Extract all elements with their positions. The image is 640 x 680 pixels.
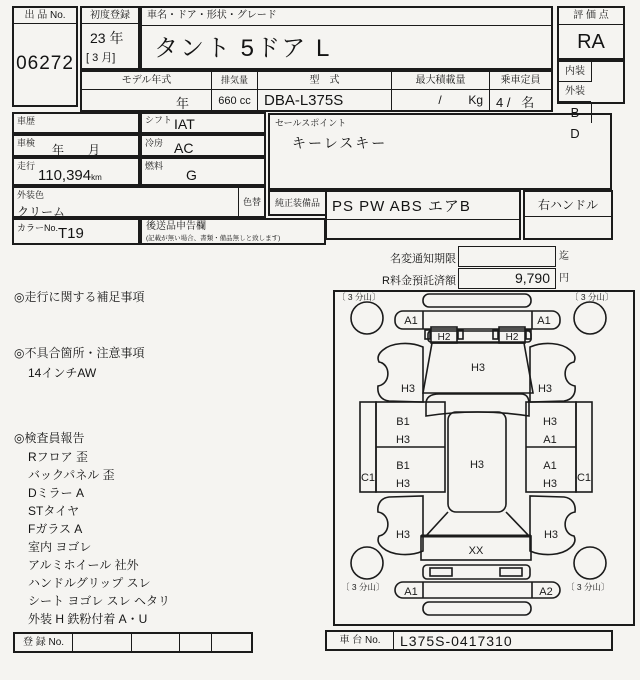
car-name-label: 車名・ドア・形状・グレード [142, 8, 551, 26]
panel-code: H3 [469, 459, 485, 471]
fender-front-right [530, 343, 575, 402]
first-registration-year: 23 年 [90, 30, 124, 46]
body-color-label: 外装色 [17, 190, 45, 200]
rear-window [426, 512, 529, 536]
diagram-border [334, 291, 634, 625]
inspector-item: Rフロア 歪 [28, 450, 89, 464]
panel-code: H3 [395, 434, 411, 446]
displacement-value: 660 cc [218, 94, 251, 107]
tire-tread-note: 〔 3 分山〕 [566, 582, 610, 592]
body-color-value: クリーム [17, 205, 66, 219]
panel-code: H3 [395, 529, 411, 541]
panel-code: A1 [543, 460, 557, 472]
auction-no-value: 06272 [16, 53, 74, 74]
factory-equipment-value-cell [325, 190, 521, 240]
interior-label: 内装 [559, 62, 592, 82]
panel-code: H3 [470, 362, 486, 374]
front-bumper [395, 311, 560, 329]
ac-value: AC [174, 140, 194, 156]
tire-tread-note: 〔 3 分山〕 [337, 292, 381, 302]
car-name-box [140, 6, 553, 70]
recycle-fee-label: R料金預託済額 [382, 275, 456, 287]
inspector-item: STタイヤ [28, 504, 80, 518]
fuel-label: 燃料 [145, 161, 164, 171]
interior-value: B [559, 102, 592, 123]
later-items-label: 後送品申告欄 [146, 221, 206, 232]
ac-label: 冷房 [145, 138, 164, 148]
max-load-value: / Kg [438, 93, 483, 107]
panel-code: A1 [543, 434, 557, 446]
inspection-label: 車検 [17, 138, 36, 148]
panel-code: A1 [404, 315, 418, 327]
inspector-item: ハンドルグリップ スレ [28, 576, 151, 590]
chassis-no-label: 車 台 No. [327, 632, 394, 649]
panel-code: H3 [543, 529, 559, 541]
capacity-label: 乗車定員 [490, 72, 551, 90]
model-code-label: 型 式 [258, 72, 391, 90]
model-year-label: モデル年式 [82, 72, 211, 90]
wheel-rear-left [351, 547, 383, 579]
shift-label: シフト [145, 115, 173, 125]
wheel-front-right [574, 302, 606, 334]
body-color-cell [12, 186, 266, 218]
inspector-item: Fガラス A [28, 522, 83, 536]
sales-point-label: セールスポイント [275, 118, 347, 128]
wheel-front-left [351, 302, 383, 334]
mileage-unit: km [91, 173, 102, 182]
registration-no-label: 登 録 No. [15, 634, 73, 651]
driving-notes-heading: ◎走行に関する補足事項 [14, 290, 145, 304]
inspection-cell [12, 134, 140, 157]
panel-code: A1 [404, 586, 418, 598]
factory-equipment-label-cell: 純正装備品 [268, 190, 327, 216]
inspector-item: 外装 H 鉄粉付着 A・U [28, 612, 148, 626]
registration-no-cell [212, 634, 251, 651]
fuel-cell [140, 157, 266, 186]
inspector-item: アルミホイール 社外 [28, 558, 139, 572]
history-label: 車歴 [17, 116, 36, 126]
shift-cell [140, 112, 266, 134]
tire-tread-note: 〔 3 分山〕 [570, 292, 614, 302]
auction-no-label: 出 品 No. [14, 8, 76, 24]
tail-lamp-right [500, 568, 522, 576]
panel-code: B1 [396, 416, 410, 428]
registration-no-cell [180, 634, 212, 651]
chassis-no-value: L375S-0417310 [400, 633, 513, 649]
spec-band [80, 70, 553, 112]
max-load-label: 最大積載量 [392, 72, 489, 90]
first-registration-box [80, 6, 140, 70]
panel-code: H2 [505, 332, 519, 343]
registration-no-cell [73, 634, 132, 651]
panel-code: H3 [400, 383, 416, 395]
history-cell [12, 112, 140, 134]
grade-value: RA [577, 30, 605, 53]
inspector-item: 室内 ヨゴレ [28, 540, 92, 554]
name-change-deadline-label: 名変通知期限 [390, 253, 456, 265]
model-code-cell [258, 72, 392, 110]
factory-equipment-value: PS PW ABS エアB [327, 192, 519, 220]
first-registration-label: 初度登録 [82, 8, 138, 24]
displacement-label: 排気量 [212, 72, 257, 90]
first-registration-month: [ 3 月] [86, 52, 116, 64]
inspection-value: 年 月 [52, 143, 101, 157]
registration-no-cell [132, 634, 180, 651]
steering-cell [523, 190, 613, 240]
inspector-item: バックパネル 歪 [28, 468, 115, 482]
grade-box [557, 6, 625, 60]
sales-point-value: キーレスキー [292, 135, 388, 151]
fender-rear-left [378, 496, 423, 555]
shift-value: IAT [174, 116, 195, 132]
inspector-item: Dミラー A [28, 486, 85, 500]
panel-code: C1 [360, 472, 376, 484]
panel-code: A1 [537, 315, 551, 327]
sales-point-box [268, 113, 612, 190]
tail-lamp-left [430, 568, 452, 576]
car-name-value: タント 5ドア L [154, 35, 332, 62]
panel-code: H3 [395, 478, 411, 490]
model-year-cell [82, 72, 212, 110]
registration-no-box [13, 632, 253, 653]
panel-code: H3 [542, 416, 558, 428]
mileage-value: 110,394km [38, 167, 102, 184]
rear-bumper [395, 582, 560, 598]
rear-bumper-bottom-strip [423, 602, 531, 615]
fuel-value: G [186, 167, 197, 183]
panel-code: XX [468, 545, 484, 557]
steering-label: 右ハンドル [525, 192, 611, 217]
auction-no-box [12, 6, 78, 107]
fender-rear-right [530, 496, 575, 555]
later-items-note: (記載が無い場合、書類・備品無しと致します) [146, 235, 281, 242]
tire-tread-note: 〔 3 分山〕 [341, 582, 385, 592]
color-no-cell [12, 218, 140, 245]
chassis-no-box [325, 630, 613, 651]
exterior-label: 外装 [559, 82, 591, 102]
wheel-rear-right [574, 547, 606, 579]
defect-item: 14インチAW [28, 366, 97, 380]
recycle-fee-field: 9,790 [458, 268, 556, 289]
panel-code: H3 [542, 478, 558, 490]
panel-code: H3 [537, 383, 553, 395]
grade-label: 評 価 点 [559, 8, 623, 25]
inspector-item: シート ヨゴレ スレ ヘタリ [28, 594, 171, 608]
inspector-report-heading: ◎検査員報告 [14, 431, 85, 445]
later-items-cell [140, 218, 326, 245]
model-year-value: 年 [175, 96, 189, 111]
max-load-cell [392, 72, 490, 110]
color-change-cell: 色替 [238, 186, 266, 218]
panel-code: C1 [576, 472, 592, 484]
panel-code: H2 [437, 332, 451, 343]
mileage-label: 走行 [17, 161, 36, 171]
panel-code: B1 [396, 460, 410, 472]
name-change-deadline-field [458, 246, 556, 267]
tail-lamp-strip [423, 565, 530, 579]
exterior-value: D [570, 126, 580, 141]
model-code-value: DBA-L375S [264, 92, 344, 109]
mileage-cell [12, 157, 140, 186]
front-bumper-top-strip [423, 294, 531, 307]
name-change-deadline-suffix: 迄 [559, 251, 569, 262]
interior-exterior-box [557, 60, 625, 141]
color-no-value: T19 [58, 225, 84, 242]
recycle-fee-suffix: 円 [559, 273, 569, 284]
panel-code: A2 [539, 586, 553, 598]
capacity-value: 4 / 名 [496, 95, 535, 110]
ac-cell [140, 134, 266, 157]
vehicle-damage-diagram [333, 284, 636, 627]
displacement-cell [212, 72, 258, 110]
defects-heading: ◎不具合箇所・注意事項 [14, 346, 145, 360]
capacity-cell [490, 72, 551, 110]
color-no-label: カラーNo. [17, 223, 59, 233]
